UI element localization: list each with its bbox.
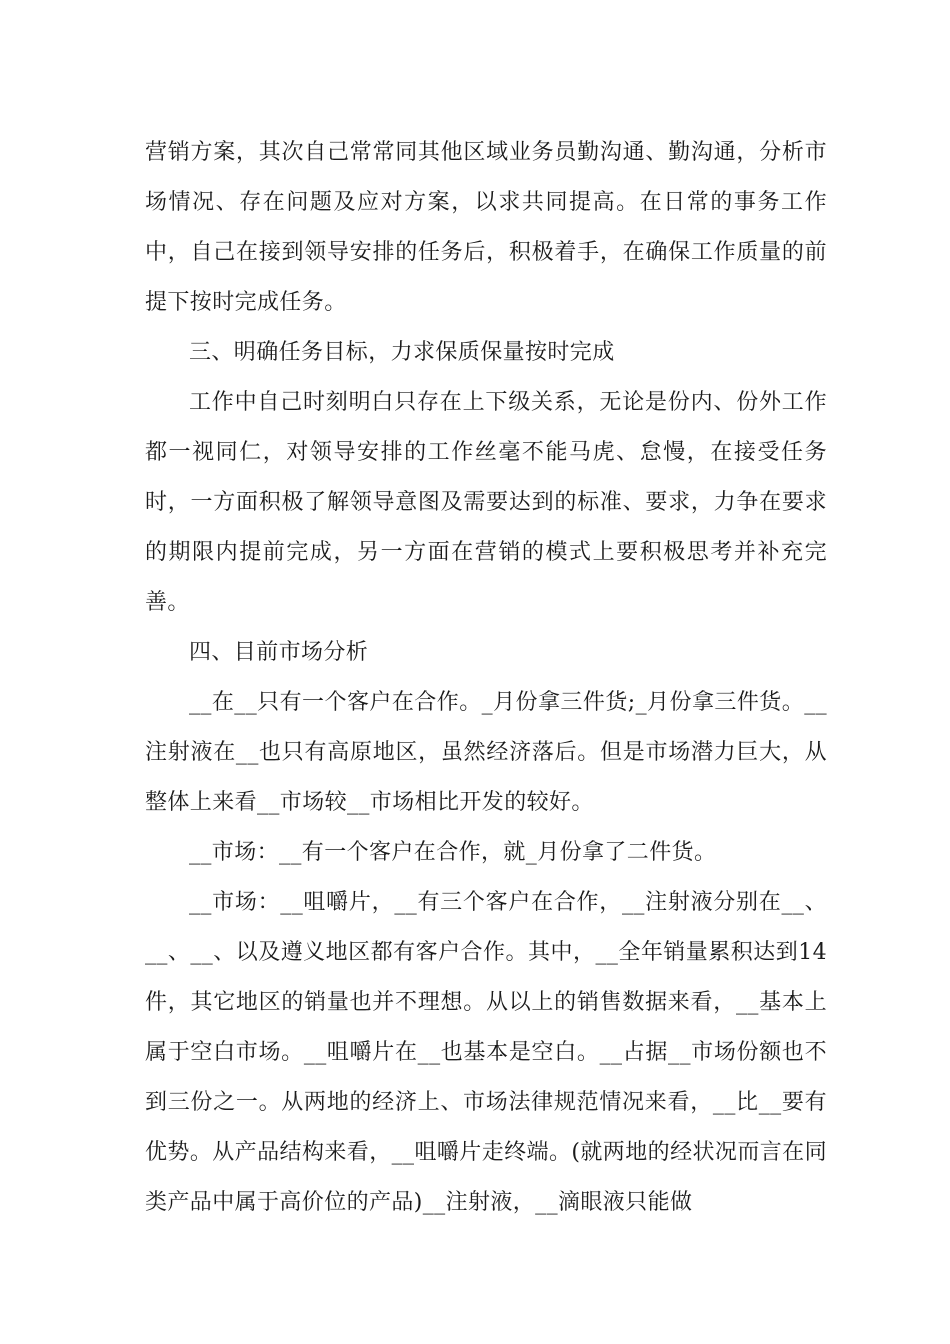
section-heading-4: 四、目前市场分析 [189,640,369,665]
section-heading-3: 三、明确任务目标，力求保质保量按时完成 [189,340,615,365]
paragraph-5: __市场：__咀嚼片，__有三个客户在合作，__注射液分别在__、__、__、以及遵义地区都有客户合作。其中，__全年销量累积达到14件，其它地区的销量也并不理想。从以上的销售数据来看，__基本上属于空白市场。__咀嚼片在__也基本是空白。__占据__市场份额也不到三份之一。从两地的经济上、市场法律规范情况来看，__比__要有优势。从产品结构来看，__咀嚼片走终端。(就两地的经状况而言在同类产品中属于高价位的产品)__注射液，__滴眼液只能做 [145,890,827,1215]
document-page [145,128,827,1228]
paragraph-3: __在__只有一个客户在合作。_月份拿三件货;_月份拿三件货。__注射液在__也只有高原地区，虽然经济落后。但是市场潜力巨大，从整体上来看__市场较__市场相比开发的较好。 [145,690,827,815]
paragraph-1: 营销方案，其次自己常常同其他区域业务员勤沟通、勤沟通，分析市场情况、存在问题及应对方案，以求共同提高。在日常的事务工作中，自己在接到领导安排的任务后，积极着手，在确保工作质量的前提下按时完成任务。 [145,140,827,315]
paragraph-4: __市场：__有一个客户在合作，就_月份拿了二件货。 [189,840,717,865]
paragraph-2: 工作中自己时刻明白只存在上下级关系，无论是份内、份外工作都一视同仁，对领导安排的工作丝毫不能马虎、怠慢，在接受任务时，一方面积极了解领导意图及需要达到的标准、要求，力争在要求的期限内提前完成，另一方面在营销的模式上要积极思考并补充完善。 [145,390,827,615]
